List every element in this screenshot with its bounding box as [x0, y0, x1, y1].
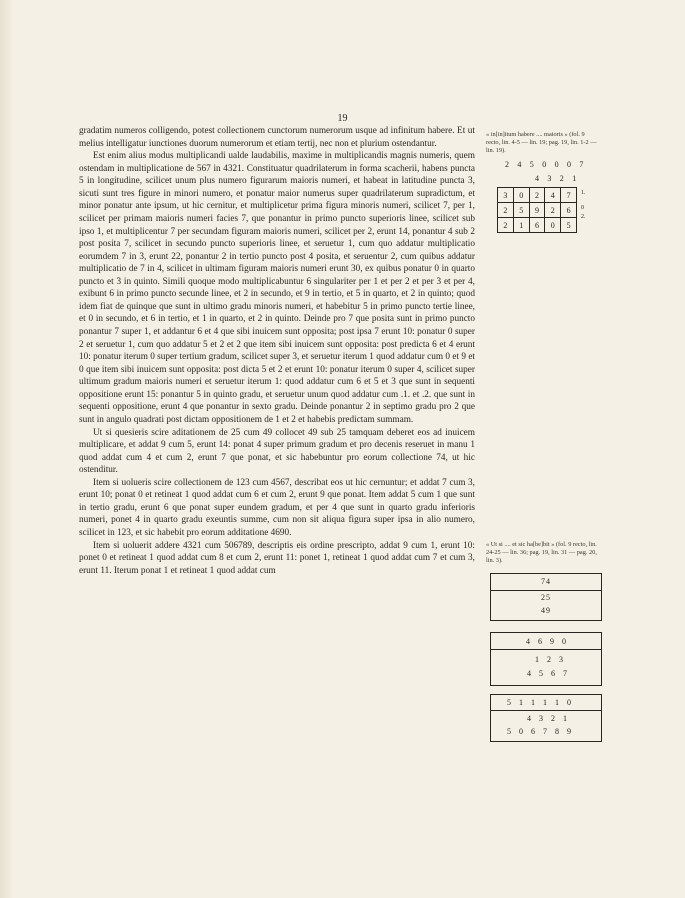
grid-cell: 4 — [545, 188, 561, 203]
grid-row — [498, 188, 577, 203]
grid-row-tag: 2. — [581, 214, 586, 220]
paragraph: Ut si quesieris scire aditationem de 25 cum 49 collocet 49 sub 25 tamquam deberet eos ad inuicem multiplicare, et addat 9 cum 5, erunt 14: ponat 4 super primum gradum et pro decenis reseruet in manu 1 quod addat cum 4 et cum 2, erunt 7 que ponat, et sic habebuntur pro eorum collectione 74, ut hic ostenditur. — [79, 427, 475, 476]
divider — [491, 590, 601, 591]
addend-value: 49 — [541, 606, 551, 615]
grid-cell: 0 — [545, 218, 561, 233]
paragraph: gradatim numeros colligendo, potest collectionem cunctorum numerorum usque ad infinitum habere. Et ut melius intelligatur iunctiones duorum numerorum et etiam tertij, nec non et plurium ostendantur. — [79, 126, 475, 149]
addend-value: 1 2 3 — [535, 655, 566, 664]
grid-cell: 1 — [513, 218, 529, 233]
paragraph: Item si uoluerit addere 4321 cum 506789, descriptis eis ordine prescripto, addat 9 cum 1, erunt 10: ponet 0 et retineat 1 quod addat cum 8 et cum 2, erunt 11: ponet 1, retineat 1 quod addat cum 7 et cum 3, erunt 11. Iterum ponat 1 et retineat 1 quod addat cum — [79, 540, 475, 576]
grid-cell: 2 — [498, 203, 514, 218]
margin-note: « in[in]itum habere .... maioris » (fol. 9 recto, lin. 4-5 — lin. 19; pag. 19, lin. 1-2 — lin. 19). — [486, 131, 597, 154]
grid-cell: 3 — [498, 188, 514, 203]
grid-cell: 0 — [513, 188, 529, 203]
grid-cell: 2 — [529, 188, 545, 203]
multiplier-number: 4 3 2 1 — [535, 174, 580, 183]
grid-cell: 2 — [545, 203, 561, 218]
addition-box-4690 — [490, 632, 602, 686]
grid-cell: 9 — [529, 203, 545, 218]
divider — [491, 649, 601, 650]
grid-cell: 6 — [561, 203, 577, 218]
grid-cell: 6 — [529, 218, 545, 233]
grid-cell: 5 — [513, 203, 529, 218]
main-text — [79, 125, 475, 577]
paragraph: Item si uolueris scire collectionem de 123 cum 4567, describat eos ut hic cernuntur; et addat 7 cum 3, erunt 10; ponat 0 et retineat 1 quod addat cum 6 et cum 2, erunt 9 que ponat. Item addat 5 cum 1 que sunt in tertio gradu, erunt 6 que ponat super eundem gradum, et per 4 que sunt in quarto gradu inferioris numeri, ponet 4 in quarto gradu exeuntis summe, cum non sit aliqua figura super ipsa in alio numero, scilicet in 123, et sic habebit pro eorum additatione 4690. — [79, 477, 475, 538]
addend-value: 4 3 2 1 — [527, 714, 570, 723]
top-number: 2 4 5 0 0 0 7 — [505, 160, 587, 169]
grid-row-tag: 1. — [581, 190, 586, 196]
sum-value: 4 6 9 0 — [526, 637, 569, 646]
addition-box-74 — [490, 573, 602, 621]
margin-note: « Ut si .... et sic ha[be]bit » (fol. 9 recto, lin. 24-25 — lin. 36; pag. 19, lin. 31 — pag. 20, lin. 3). — [486, 541, 597, 564]
grid-cell: 5 — [561, 218, 577, 233]
grid-row — [498, 203, 577, 218]
grid-cell: 2 — [498, 218, 514, 233]
page-edge — [0, 0, 14, 898]
sum-value: 74 — [541, 577, 551, 586]
addend-value: 4 5 6 7 — [527, 669, 570, 678]
sum-value: 5 1 1 1 1 0 — [507, 698, 574, 707]
grid-cell: 7 — [561, 188, 577, 203]
divider — [491, 710, 601, 711]
multiplication-grid — [497, 187, 577, 233]
addend-value: 25 — [541, 593, 551, 602]
addend-value: 5 0 6 7 8 9 — [507, 727, 574, 736]
grid-row-tag: 0 — [581, 205, 584, 211]
page-number: 19 — [337, 113, 348, 124]
grid-row — [498, 218, 577, 233]
addition-box-511110 — [490, 694, 602, 742]
paragraph: Est enim alius modus multiplicandi ualde laudabilis, maxime in multiplicandis magnis numeris, quem ostendam in multiplicatione de 567 in 4321. Constituatur quadrilaterum in forma scacherii, habens puncta 5 in longitudine, scilicet unum plus numero figurarum maioris numeri, et habeat in latitudine puncta 3, sicuti sunt tres figure in minori numero, et ponatur maior numerus super quadrilaterum supradictum, et minor ponatur ante ipsum, ut hic cernitur, et multiplicetur prima figura minoris numeri, scilicet 7, per 1, scilicet per primam maioris numeri facies 7, que ponantur in primo puncto superioris linee, scilicet sub ipso 1, et multiplicentur 7 per secundam figuram maioris numeri, scilicet per 2, erunt 14, ponantur 4 sub 2 post posita 7, scilicet in secundo puncto superioris linee, et seruetur 1, cum quo addatur multiplicatio eorumdem 7 in 3, erunt 22, ponantur 2 in tertio puncto post 4 posita, et seruentur 2, cum quibus addatur multiplicatio de 7 in 4, scilicet in ultimam figuram maioris numeri erunt 30, ex quibus ponatur 0 in quarto puncto et 3 in quinto. Simili quoque modo multiplicabuntur 6 singulariter per 1 et per 2 et per 3 et per 4, exibunt 6 in primo puncto secunde linee, et 2 in secundo, et 9 in tertio, et 5 in quarto, et 2 in quinto; quod idem fiat de quinque que sunt in ultimo gradu minoris numeri, et habebitur 5 in primo puncto tertie linee, et 0 in secundo, et 6 in tertio, et 1 in quarto, et 2 in quinto. Deinde pro 7 que posita sunt in primo puncto ponantur 7 super 1, et addantur 6 et 4 que sibi inuicem sunt opposita; post ipsa 7 erunt 10: ponatur 0 super 2 et seruetur 1, cum quo addatur 5 et 2 et 2 que item sibi inuicem sunt opposita: post predicta 6 et 4 erunt 10: ponatur iterum 0 super tertium gradum, scilicet super 3, et seruetur iterum 1 quod addatur cum 0 et 9 et 0 que item sibi inuicem sunt opposita: post dicta 5 et 2 et erunt 10: ponatur iterum 0 super 4, scilicet super ultimum gradum maioris numeri et seruetur iterum 1: quod addatur cum 6 et 5 et 3 que sunt in sequenti oppositione erunt 15: ponantur 5 in quinto gradu, et seruetur unum quod addatur cum .1. et .2. que sunt in sequenti oppositione, erunt 4 que ponantur in sexto gradu. Deinde ponantur 2 in septimo gradu pro 2 que sunt in angulo quadrati post dictam oppositionem de 1 et 2 et habebis predictam summam. — [79, 151, 475, 425]
